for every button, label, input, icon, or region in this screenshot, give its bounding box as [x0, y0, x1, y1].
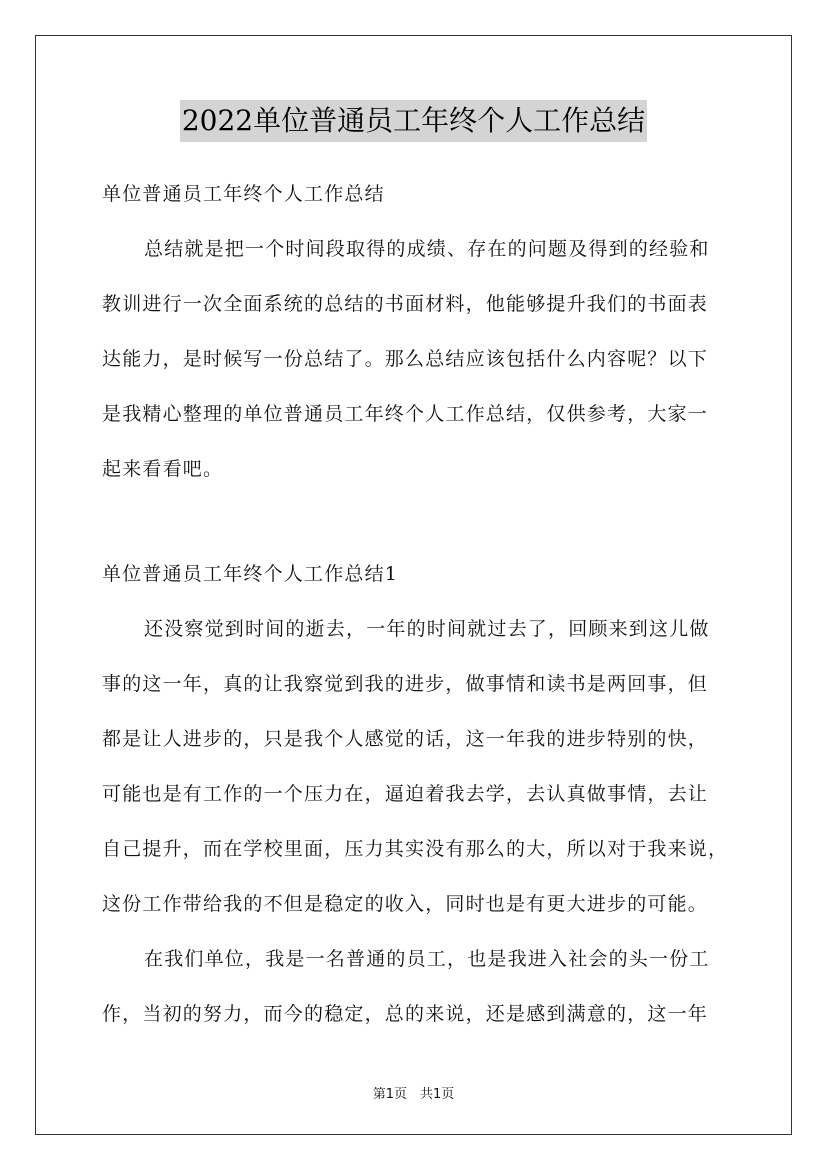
section-heading: 单位普通员工年终个人工作总结1 [102, 563, 399, 585]
intro-line: 总结就是把一个时间段取得的成绩、存在的问题及得到的经验和 [144, 238, 710, 260]
paragraph-line: 可能也是有工作的一个压力在，逼迫着我去学，去认真做事情，去让 [102, 783, 709, 805]
paragraph-line: 这份工作带给我的不但是稳定的收入，同时也是有更大进步的可能。 [102, 893, 709, 915]
document-title: 2022单位普通员工年终个人工作总结 [180, 100, 647, 142]
intro-line: 教训进行一次全面系统的总结的书面材料，他能够提升我们的书面表 [102, 293, 709, 315]
paragraph-line: 事的这一年，真的让我察觉到我的进步，做事情和读书是两回事，但 [102, 673, 709, 695]
intro-line: 是我精心整理的单位普通员工年终个人工作总结，仅供参考，大家一 [102, 403, 709, 425]
document-title-container [0, 100, 827, 142]
paragraph-line: 自己提升，而在学校里面，压力其实没有那么的大，所以对于我来说， [102, 838, 729, 860]
paragraph-line: 在我们单位，我是一名普通的员工，也是我进入社会的头一份工 [144, 948, 710, 970]
intro-line: 达能力，是时候写一份总结了。那么总结应该包括什么内容呢？以下 [102, 348, 709, 370]
subtitle: 单位普通员工年终个人工作总结 [102, 183, 385, 205]
paragraph-line: 作，当初的努力，而今的稳定，总的来说，还是感到满意的，这一年 [102, 1003, 709, 1025]
intro-line: 起来看看吧。 [102, 458, 224, 480]
paragraph-line: 都是让人进步的，只是我个人感觉的话，这一年我的进步特别的快， [102, 728, 709, 750]
paragraph-line: 还没察觉到时间的逝去，一年的时间就过去了，回顾来到这儿做 [144, 618, 710, 640]
page-footer: 第1页 共1页 [372, 1087, 455, 1102]
